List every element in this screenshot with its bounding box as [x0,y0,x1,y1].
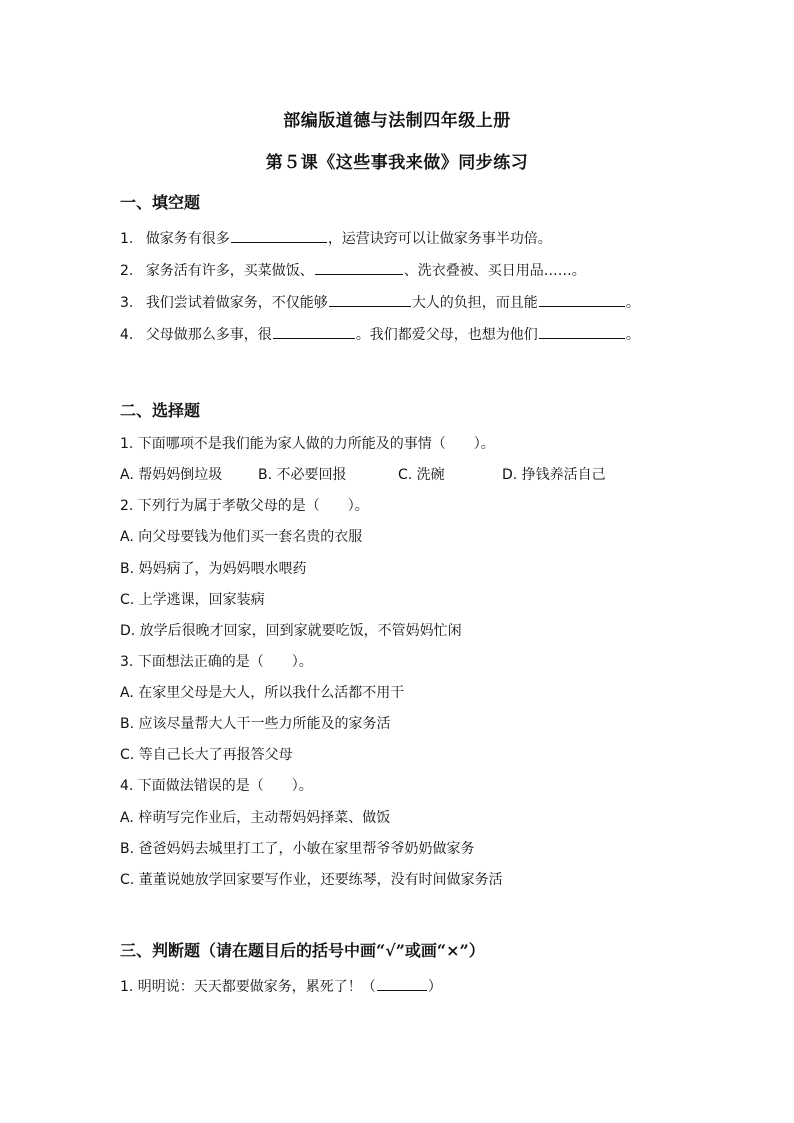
option-a[interactable]: A. 帮妈妈倒垃圾 [120,467,223,483]
question-text: ，运营诀窍可以让做家务事半功倍。 [327,231,552,247]
question-text: 家务活有许多，买菜做饭、 [145,263,314,279]
option-a[interactable]: A. 向父母要钱为他们买一套名贵的衣服 [120,529,363,545]
option-c[interactable]: C. 洗碗 [398,467,445,483]
option-a[interactable]: A. 梓萌写完作业后，主动帮妈妈择菜、做饭 [120,810,391,826]
question-number: 4. [120,327,134,343]
section-heading-true-false: 三、判断题（请在题目后的括号中画“√”或画“×”） [120,941,485,960]
choice-question-1-stem: 1. 下面哪项不是我们能为家人做的力所能及的事情（ ）。 [120,436,495,452]
question-text: 做家务有很多 [145,231,230,247]
answer-blank[interactable] [315,258,403,275]
question-text: 、洗衣叠被、买日用品……。 [403,263,586,279]
fill-question-2 [120,258,586,281]
option-b[interactable]: B. 不必要回报 [258,467,347,483]
answer-blank[interactable] [231,226,327,243]
option-d[interactable]: D. 放学后很晚才回家，回到家就要吃饭，不管妈妈忙闲 [120,623,462,639]
choice-question-4-stem: 4. 下面做法错误的是（ ）。 [120,778,313,794]
choice-question-1-options [120,465,606,485]
section-heading-fill-blank: 一、填空题 [120,193,201,212]
question-number: 2. [120,263,134,279]
option-b[interactable]: B. 应该尽量帮大人干一些力所能及的家务活 [120,716,391,732]
question-text: 。 [625,295,640,311]
option-b[interactable]: B. 爸爸妈妈去城里打工了，小敏在家里帮爷爷奶奶做家务 [120,841,475,857]
option-c[interactable]: C. 上学逃课，回家装病 [120,592,265,608]
document-subtitle: 第５课《这些事我来做》同步练习 [265,153,529,173]
question-text: 父母做那么多事，很 [145,327,272,343]
judge-question-1 [120,974,442,997]
answer-blank[interactable] [273,322,355,339]
question-text: 。我们都爱父母，也想为他们 [355,327,538,343]
question-number: 1. [120,231,134,247]
answer-blank[interactable] [329,290,411,307]
option-c[interactable]: C. 等自己长大了再报答父母 [120,747,293,763]
section-heading-multiple-choice: 二、选择题 [120,401,201,420]
choice-question-2-stem: 2. 下列行为属于孝敬父母的是（ ）。 [120,498,369,514]
option-b[interactable]: B. 妈妈病了，为妈妈喂水喂药 [120,561,307,577]
answer-blank[interactable] [539,322,625,339]
document-title: 部编版道德与法制四年级上册 [283,111,511,131]
answer-blank[interactable] [539,290,625,307]
question-text: ） [427,979,442,995]
option-d[interactable]: D. 挣钱养活自己 [502,467,606,483]
choice-question-3-stem: 3. 下面想法正确的是（ ）。 [120,654,313,670]
fill-question-4 [120,322,640,345]
question-number: 3. [120,295,134,311]
question-text: 大人的负担，而且能 [411,295,538,311]
answer-blank[interactable] [377,974,427,991]
option-a[interactable]: A. 在家里父母是大人，所以我什么活都不用干 [120,685,405,701]
question-text: 1. 明明说：天天都要做家务，累死了！（ [120,979,376,995]
question-text: 。 [625,327,640,343]
fill-question-3 [120,290,640,313]
option-c[interactable]: C. 董董说她放学回家要写作业，还要练琴，没有时间做家务活 [120,872,503,888]
fill-question-1 [120,226,552,249]
question-text: 我们尝试着做家务，不仅能够 [145,295,328,311]
